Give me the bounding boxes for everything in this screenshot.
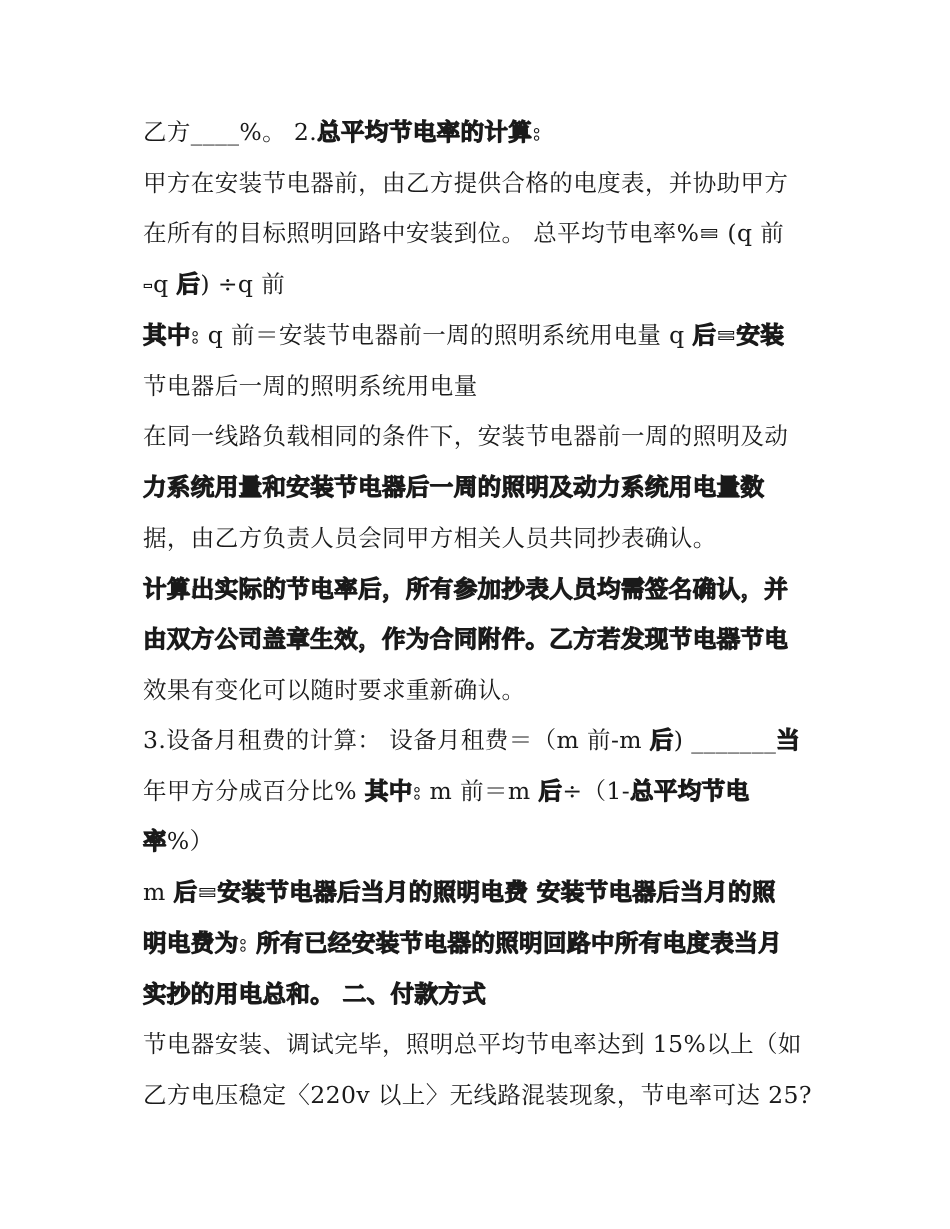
text-segment: ( <box>719 219 737 247</box>
text-line <box>143 168 788 198</box>
text-segment: q 前＝安装节电器前一周的照明系统用电量 q <box>199 321 693 349</box>
hollow-text-segment: 总平均节电 <box>630 777 750 805</box>
text-segment: ) _______ <box>673 726 777 754</box>
text-segment: 年甲方分成百分比% <box>143 777 365 805</box>
text-line <box>143 725 800 755</box>
text-line <box>143 472 764 502</box>
hollow-text-segment: 后=安装 <box>692 321 785 349</box>
hollow-text-segment: 其中: <box>143 321 200 349</box>
hollow-text-segment: = <box>699 219 720 247</box>
text-line <box>143 1029 802 1059</box>
text-line <box>143 371 478 401</box>
text-line <box>143 979 486 1009</box>
text-segment: 在同一线路负载相同的条件下，安装节电器前一周的照明及动 <box>143 422 789 450</box>
hollow-text-segment: 明电费为: 所有已经安装节电器的照明回路中所有电度表当月 <box>143 929 783 957</box>
text-line <box>143 624 788 654</box>
text-line <box>143 1080 812 1110</box>
text-segment: 在所有的目标照明回路中安装到位。 总平均节电率% <box>143 219 700 247</box>
hollow-text-segment: 后=安装节电器后当月的照明电费 安装节电器后当月的照 <box>173 878 776 906</box>
text-line <box>143 776 750 806</box>
hollow-text-segment: 后 <box>176 270 201 298</box>
text-segment: 甲方在安装节电器前，由乙方提供合格的电度表，并协助甲方 <box>143 169 789 197</box>
hollow-text-segment: - <box>143 270 154 298</box>
hollow-text-segment: 其中: <box>364 777 422 805</box>
text-segment: 乙方____%。 2. <box>143 118 318 146</box>
hollow-text-segment: 由双方公司盖章生效，作为合同附件。乙方若发现节电器节电 <box>143 625 789 653</box>
text-line <box>143 320 784 350</box>
hollow-text-segment: 力系统用量和安装节电器后一周的照明及动力系统用电量数 <box>143 473 765 501</box>
text-segment: 节电器后一周的照明系统用电量 <box>143 372 478 400</box>
text-line <box>143 117 541 147</box>
hollow-text-segment: 当 <box>776 726 801 754</box>
text-segment: ) ÷q 前 <box>200 270 286 298</box>
text-line <box>143 877 776 907</box>
text-segment: m 前＝m <box>421 777 539 805</box>
text-segment: q 前 <box>736 219 785 247</box>
text-line <box>143 675 525 705</box>
text-segment: 节电器安装、调试完毕，照明总平均节电率达到 15%以上（如 <box>143 1030 802 1058</box>
hollow-text-segment: 计算出实际的节电率后，所有参加抄表人员均需签名确认，并 <box>143 575 789 603</box>
text-line <box>143 218 784 248</box>
hollow-text-segment: 实抄的用电总和。 二、付款方式 <box>143 980 487 1008</box>
text-segment: 据，由乙方负责人员会同甲方相关人员共同抄表确认。 <box>143 524 717 552</box>
text-segment: 乙方电压稳定〈220v 以上〉无线路混装现象，节电率可达 25? <box>143 1081 812 1109</box>
text-line <box>143 523 717 553</box>
hollow-text-segment: 总平均节电率的计算: <box>317 118 542 146</box>
hollow-text-segment: 率 <box>143 827 167 855</box>
text-segment: ÷（1- <box>562 777 631 805</box>
text-segment: %） <box>166 827 214 855</box>
text-segment: 效果有变化可以随时要求重新确认。 <box>143 676 526 704</box>
hollow-text-segment: 后 <box>649 726 674 754</box>
text-line <box>143 421 788 451</box>
text-line <box>143 928 782 958</box>
text-line <box>143 826 214 856</box>
hollow-text-segment: 后 <box>538 777 563 805</box>
text-segment: m <box>143 878 174 906</box>
text-segment: 3.设备月租费的计算： 设备月租费＝（m 前-m <box>143 726 650 754</box>
text-line <box>143 574 788 604</box>
text-line <box>143 269 285 299</box>
text-segment: q <box>153 270 177 298</box>
